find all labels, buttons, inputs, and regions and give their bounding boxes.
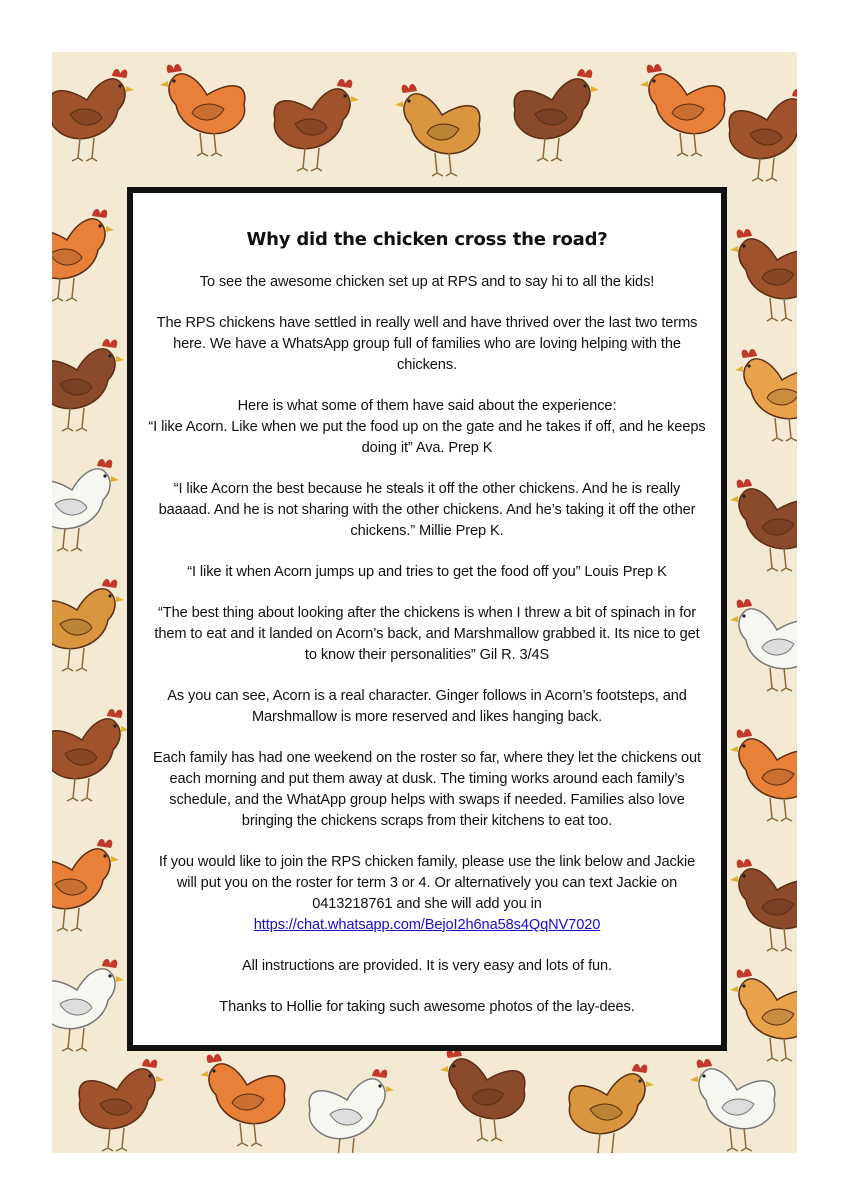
hen-icon: [79, 1059, 164, 1151]
character-paragraph: As you can see, Acorn is a real character. Ginger follows in Acorn’s footsteps, and Marshmallow is more reserved and likes hanging back.: [167, 688, 687, 725]
hen-icon: [730, 859, 797, 951]
hen-icon: [52, 69, 134, 161]
hen-icon: [569, 1064, 654, 1153]
hen-icon: [52, 709, 129, 801]
quote-gil: “The best thing about looking after the chickens is when I threw a bit of spinach in for them to eat and it landed on Acorn’s back, and Marshmallow grabbed it. Its nice to get to know their personalities” Gil R. 3/4S: [154, 605, 700, 663]
join-text: If you would like to join the RPS chicken family, please use the link below and Jackie will put you on the roster for term 3 or 4. Or alternatively you can text Jackie on 0413218761 and she will add you in: [158, 854, 696, 912]
page-title: Why did the chicken cross the road?: [246, 229, 608, 250]
hen-icon: [514, 69, 599, 161]
quote-louis: “I like it when Acorn jumps up and tries to get the food off you” Louis Prep K: [187, 564, 667, 580]
hen-icon: [274, 79, 359, 171]
hen-icon: [440, 1049, 525, 1141]
hen-icon: [309, 1069, 394, 1153]
thanks-paragraph: Thanks to Hollie for taking such awesome photos of the lay-dees.: [219, 999, 635, 1015]
quote-ava: “I like Acorn. Like when we put the food up on the gate and he takes if off, and he keeps doing it” Ava. Prep K: [148, 419, 706, 456]
hen-icon: [730, 599, 797, 691]
article-card: [127, 187, 727, 1051]
hen-icon: [52, 839, 119, 931]
hen-icon: [730, 479, 797, 571]
quote-millie: “I like Acorn the best because he steals it off the other chickens. And he is really baaaad. And he is not sharing with the other chickens. And he’s taking it off the other chickens.” Millie Prep K.: [158, 481, 696, 539]
hen-icon: [160, 64, 245, 156]
hen-icon: [52, 459, 119, 551]
quotes-intro: Here is what some of them have said about the experience:: [237, 398, 617, 414]
hen-icon: [52, 209, 114, 301]
hen-icon: [730, 229, 797, 321]
hen-icon: [640, 64, 725, 156]
hen-icon: [735, 349, 797, 441]
roster-paragraph: Each family has had one weekend on the roster so far, where they let the chickens out each morning and put them away at dusk. The timing works around each family’s schedule, and the WhatApp group helps with swaps if needed. Families also love bringing the chickens scraps from their kitchens to eat too.: [152, 750, 701, 829]
hen-icon: [200, 1054, 285, 1146]
hen-icon: [52, 339, 124, 431]
join-paragraph: [147, 852, 707, 936]
hen-icon: [52, 579, 124, 671]
hen-icon: [730, 729, 797, 821]
instructions-paragraph: All instructions are provided. It is very easy and lots of fun.: [241, 958, 613, 974]
hen-icon: [729, 89, 797, 181]
hen-icon: [52, 959, 124, 1051]
settled-paragraph: The RPS chickens have settled in really well and have thrived over the last two terms here. We have a WhatsApp group full of families who are loving helping with the chickens.: [156, 315, 698, 373]
hen-icon: [730, 969, 797, 1061]
hen-icon: [690, 1059, 775, 1151]
whatsapp-link[interactable]: https://chat.whatsapp.com/BejoI2h6na58s4QqNV7020: [253, 917, 601, 933]
hen-icon: [395, 84, 480, 176]
intro-paragraph: To see the awesome chicken set up at RPS and to say hi to all the kids!: [199, 274, 655, 290]
